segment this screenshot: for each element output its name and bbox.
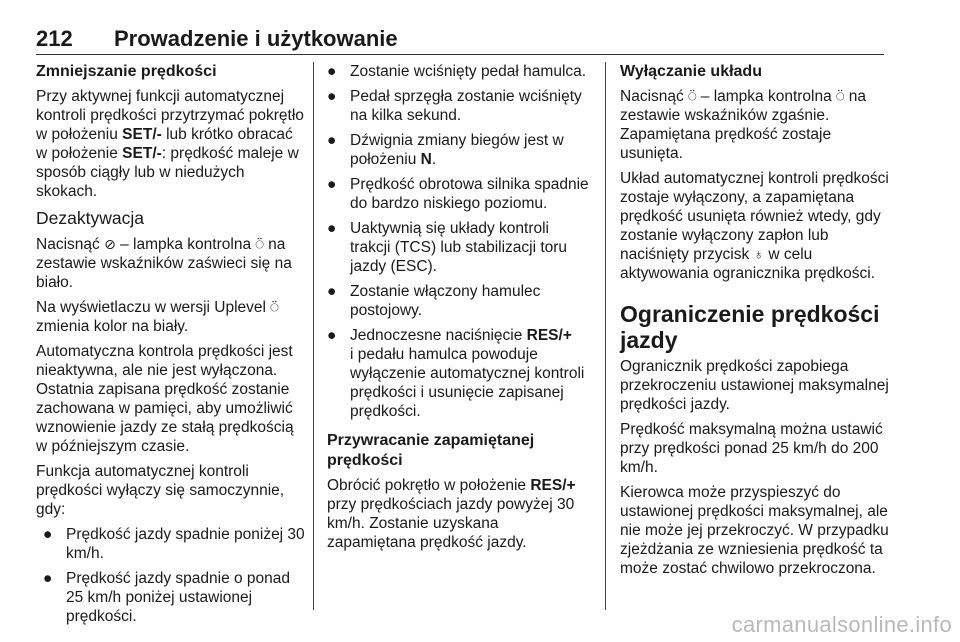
column-3 <box>620 62 895 584</box>
heading-resume-speed: Przywracanie zapamiętanej prędkości <box>327 432 535 469</box>
column-divider-2 <box>605 62 606 610</box>
list-item: ● Uaktywnią się układy kontroli trakcji (TCS) lub stabilizacji toru jazdy (ESC). <box>327 220 568 275</box>
list-item: ● Zostanie wciśnięty pedał hamulca. <box>327 63 587 80</box>
heading-speed-limiter: Ograniczenie prędkości jazdy <box>620 301 880 353</box>
column-1 <box>36 62 306 632</box>
paragraph-reduce: Przy aktywnej funkcji automatycznej kontroli prędkości przytrzymać pokrętło w położeniu SET/- lub krótko obracać w położenie SET/-: prędkość maleje w sposób ciągły lub w niedużych skokach. <box>36 88 304 200</box>
list-item: ● Jednoczesne naciśnięcie RES/+ i pedału hamulca powoduje wyłączenie automatycznej kontroli prędkości i usunięcie zapisanej prędkości. <box>327 327 585 420</box>
paragraph-inactive: Automatyczna kontrola prędkości jest nieaktywna, ale nie jest wyłączona. Ostatnia zapisana prędkość zostanie zachowana w pamięci, aby umożliwić wznowienie jazdy ze stałą prędkością w późniejszym czasie. <box>36 343 294 455</box>
auto-off-list-continued <box>327 62 589 421</box>
list-item: ● Prędkość obrotowa silnika spadnie do bardzo niskiego poziomu. <box>327 176 589 212</box>
list-item: ● Pedał sprzęgła zostanie wciśnięty na kilka sekund. <box>327 88 582 124</box>
paragraph-switch-off: Nacisnąć ⍥ – lampka kontrolna ⍥ na zestawie wskaźników zgaśnie. Zapamiętana prędkość zostaje usunięta. <box>620 88 867 162</box>
paragraph-resume: Obrócić pokrętło w położenie RES/+ przy prędkościach jazdy powyżej 30 km/h. Zostanie uzyskana zapamiętana prędkość jazdy. <box>327 477 576 551</box>
column-2 <box>327 62 589 558</box>
list-item: ● Prędkość jazdy spadnie poniżej 30 km/h. <box>43 526 305 562</box>
paragraph-limiter-intro: Ogranicznik prędkości zapobiega przekroczeniu ustawionej maksymalnej prędkości jazdy. <box>620 358 889 413</box>
speed-limiter-icon: ♁ <box>753 246 765 262</box>
paragraph-auto-off: Funkcja automatycznej kontroli prędkości wyłączy się samoczynnie, gdy: <box>36 463 285 518</box>
cruise-control-icon: ⍥ <box>255 236 264 252</box>
paragraph-ignition-off: Układ automatycznej kontroli prędkości zostaje wyłączony, a zapamiętana prędkość usunięta również wtedy, gdy zostanie wyłączony zapłon lub naciśnięty przycisk ♁ w celu aktywowania ogranicznika prędkości. <box>620 170 889 282</box>
column-divider-1 <box>313 62 314 610</box>
list-item: ● Dźwignia zmiany biegów jest w położeniu N. <box>327 132 564 168</box>
heading-deactivation: Dezaktywacja <box>36 208 144 228</box>
paragraph-limiter-range: Prędkość maksymalną można ustawić przy prędkości ponad 25 km/h do 200 km/h. <box>620 421 883 476</box>
watermark: carmanualsonline.info <box>731 612 952 637</box>
list-item: ● Zostanie włączony hamulec postojowy. <box>327 283 541 319</box>
auto-off-list <box>36 525 306 626</box>
cancel-icon: ⊘ <box>104 236 116 252</box>
cruise-control-icon: ⍥ <box>688 88 697 104</box>
paragraph-deactivate: Nacisnąć ⊘ – lampka kontrolna ⍥ na zestawie wskaźników zaświeci się na biało. <box>36 236 292 291</box>
paragraph-uplevel: Na wyświetlaczu w wersji Uplevel ⍥ zmienia kolor na biały. <box>36 299 279 335</box>
paragraph-limiter-exceed: Kierowca może przyspieszyć do ustawionej prędkości maksymalnej, ale nie może jej przekroczyć. W przypadku zjeżdżania ze wzniesienia prędkość ta może zostać chwilowo przekroczona. <box>620 484 889 577</box>
heading-switch-off: Wyłączanie układu <box>620 63 762 80</box>
page-header <box>36 26 884 55</box>
page-title: Prowadzenie i użytkowanie <box>114 26 398 51</box>
list-item: ● Prędkość jazdy spadnie o ponad 25 km/h poniżej ustawionej prędkości. <box>43 570 291 625</box>
cruise-control-icon: ⍥ <box>836 88 845 104</box>
page-number: 212 <box>36 26 73 51</box>
cruise-control-icon: ⍥ <box>270 299 279 315</box>
heading-reduce-speed: Zmniejszanie prędkości <box>36 63 217 80</box>
